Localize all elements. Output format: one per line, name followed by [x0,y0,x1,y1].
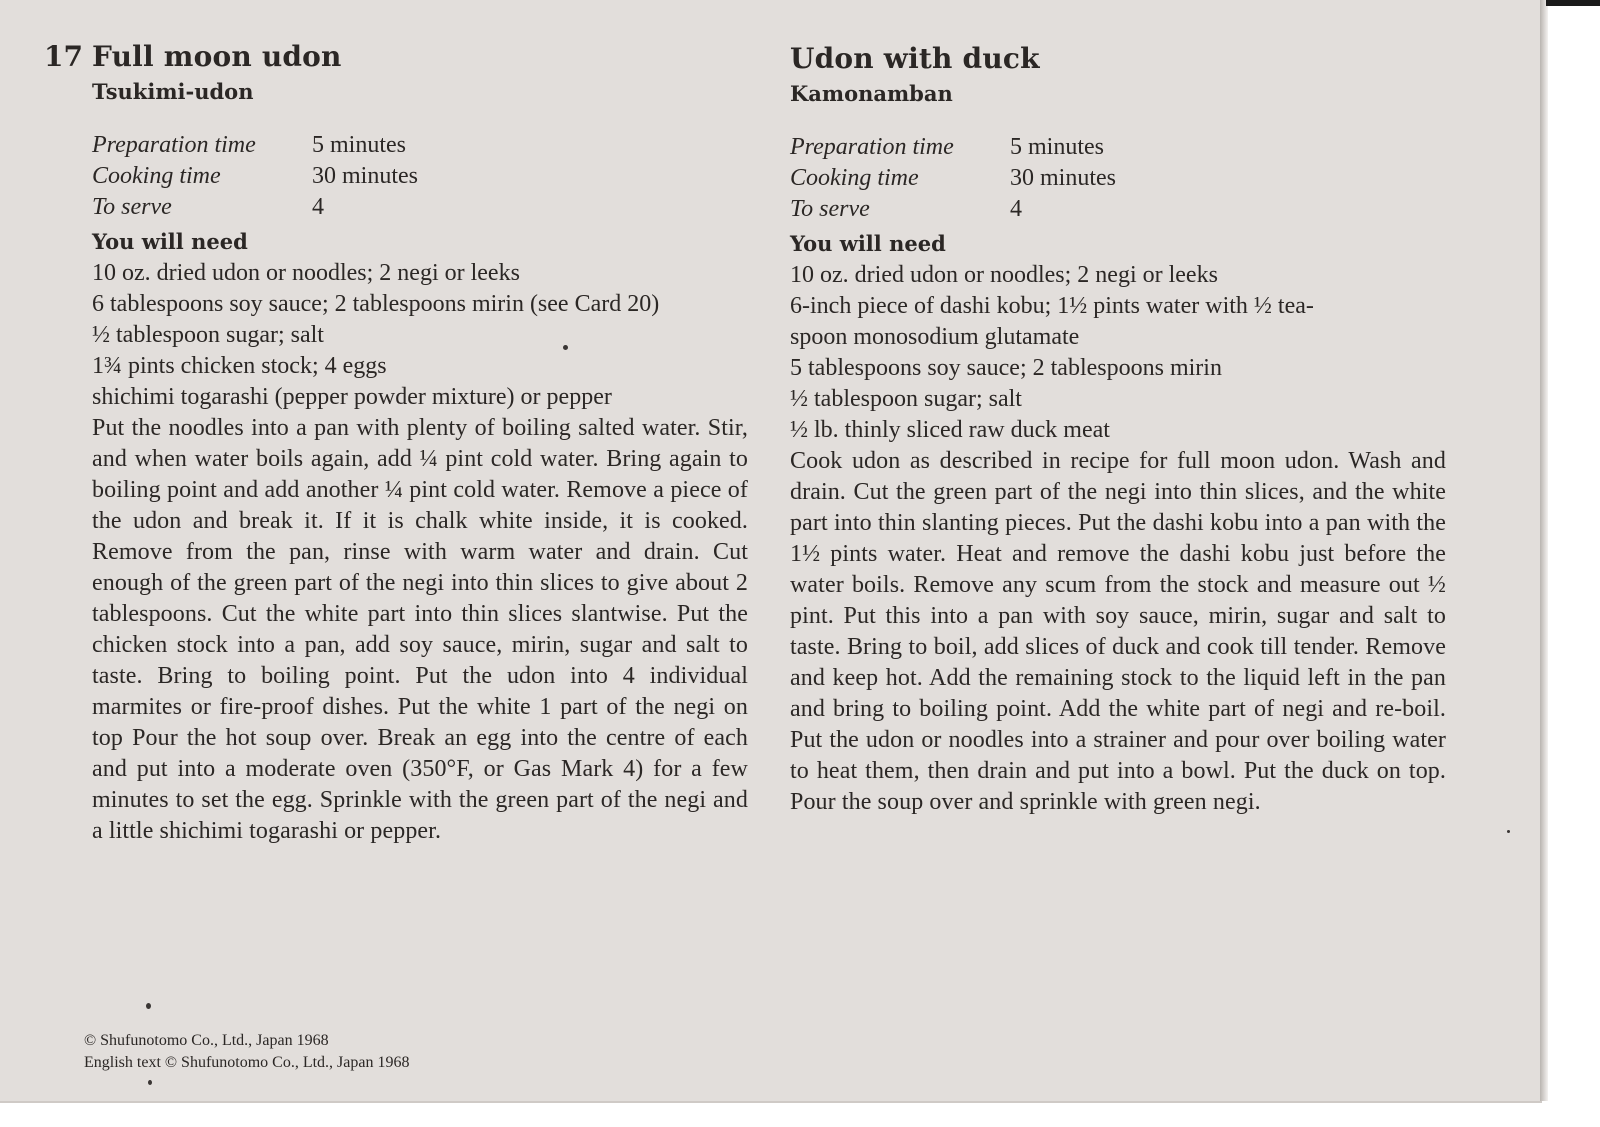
meta-label: Preparation time [92,132,256,158]
meta-value: 5 minutes [1010,134,1104,160]
ingredient-line: shichimi togarashi (pepper powder mixture) or pepper [92,384,612,410]
ingredient-line: ½ tablespoon sugar; salt [92,322,324,348]
ingredients-list [92,258,754,413]
meta-value: 4 [1010,196,1022,222]
scan-corner [1546,0,1600,6]
ingredient-line: ½ tablespoon sugar; salt [790,386,1022,412]
recipe-subtitle: Kamonamban [790,81,953,106]
recipe-meta [790,132,1460,225]
method-text: Put the noodles into a pan with plenty of boiling salted water. Stir, and when water boils again, add ¼ pint cold water. Bring again to boiling point and add another ¼ pint cold water. Remove a piece of the udon and break it. If it is chalk white inside, it is cooked. Remove from the pan, rinse with warm water and drain. Cut enough of the green part of the negi into thin slices to give about 2 tablespoons. Cut the white part into thin slices slantwise. Put the chicken stock into a pan, add soy sauce, mirin, sugar and salt to taste. Bring to boiling point. Put the udon into 4 individual marmites or fire-proof dishes. Put the white 1 part of the negi on top Pour the hot soup over. Break an egg into the centre of each and put into a moderate oven (350°F, or Gas Mark 4) for a few minutes to set the egg. Sprinkle with the green part of the negi and a little shichimi togarashi or pepper. [92,415,748,844]
ingredient-line: 10 oz. dried udon or noodles; 2 negi or leeks [92,260,520,286]
ingredient-line: 5 tablespoons soy sauce; 2 tablespoons mirin [790,355,1222,381]
ingredient-line: 10 oz. dried udon or noodles; 2 negi or leeks [790,262,1218,288]
paper-speck [1507,830,1510,833]
recipe-full-moon-udon [44,40,754,847]
ingredients-heading: You will need [790,231,946,256]
recipe-udon-with-duck [790,42,1460,818]
recipe-heading [44,40,754,73]
ingredient-line: 6 tablespoons soy sauce; 2 tablespoons mirin (see Card 20) [92,291,660,317]
ingredient-line: spoon monosodium glutamate [790,324,1080,350]
meta-label: Preparation time [790,134,954,160]
ingredients-heading: You will need [92,229,248,254]
paper-speck [146,1003,151,1009]
ingredient-line: 6-inch piece of dashi kobu; 1½ pints water with ½ tea- [790,293,1314,319]
card-number: 17 [44,40,83,73]
recipe-title: Full moon udon [92,40,342,73]
copyright-notice [84,1030,409,1074]
paper-speck [563,345,568,350]
recipe-meta [92,130,754,223]
method-text: Cook udon as described in recipe for full moon udon. Wash and drain. Cut the green part of the negi into thin slices, and the white part into thin slanting pieces. Put the dashi kobu into a pan with the 1½ pints water. Heat and remove the dashi kobu just before the water boils. Remove any scum from the stock and measure out ½ pint. Put this into a pan with soy sauce, mirin, sugar and salt to taste. Bring to boil, add slices of duck and cook till tender. Remove and keep hot. Add the remaining stock to the liquid left in the pan and bring to boiling point. Add the white part of negi and re-boil. Put the udon or noodles into a strainer and pour over boiling water to heat them, then drain and put into a bowl. Put the duck on top. Pour the soup over and sprinkle with green negi. [790,448,1446,815]
meta-value: 30 minutes [312,163,418,189]
card-edge-shadow [1540,0,1548,1101]
meta-value: 30 minutes [1010,165,1116,191]
copyright-line: © Shufunotomo Co., Ltd., Japan 1968 [84,1032,329,1049]
meta-label: To serve [790,196,870,222]
ingredient-line: 1¾ pints chicken stock; 4 eggs [92,353,387,379]
meta-label: To serve [92,194,172,220]
recipe-title: Udon with duck [790,42,1040,75]
recipe-subtitle: Tsukimi-udon [92,79,254,104]
ingredients-list [790,260,1460,446]
recipe-body [92,130,754,847]
ingredient-line: ½ lb. thinly sliced raw duck meat [790,417,1110,443]
meta-label: Cooking time [92,163,221,189]
copyright-line: English text © Shufunotomo Co., Ltd., Japan 1968 [84,1054,410,1071]
meta-label: Cooking time [790,165,919,191]
meta-value: 4 [312,194,324,220]
meta-value: 5 minutes [312,132,406,158]
paper-speck [148,1080,152,1085]
